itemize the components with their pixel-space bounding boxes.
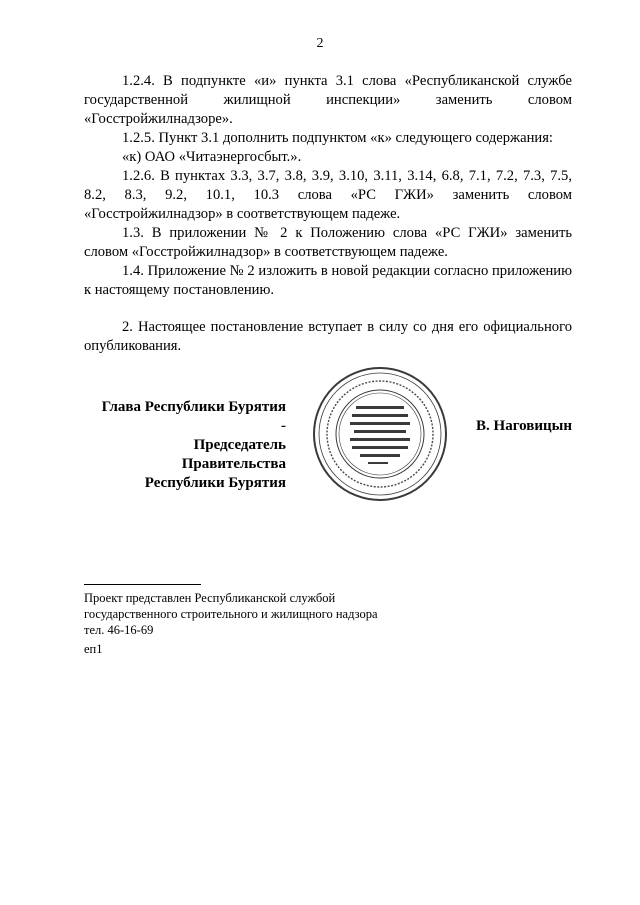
signatory-title	[98, 398, 286, 493]
paragraph-2: 2. Настоящее постановление вступает в силу со дня его официального опубликования.	[84, 319, 572, 354]
signatory-title-line-2: Председатель Правительства	[181, 437, 286, 472]
paragraph-1-2-4: 1.2.4. В подпункте «и» пункта 3.1 слова «Республиканской службе государственной жилищной инспекции» заменить словом «Госстройжилнадзоре».	[84, 73, 572, 127]
paragraph-1-3: 1.3. В приложении № 2 к Положению слова «РС ГЖИ» заменить словом «Госстройжилнадзор» в соответствующем падеже.	[84, 225, 572, 260]
document-code: еп1	[84, 642, 103, 656]
footnote-line-2: государственного строительного и жилищного надзора	[84, 607, 378, 621]
paragraph-subpoint-k: «к) ОАО «Читаэнергосбыт.».	[122, 149, 302, 165]
footnote	[84, 590, 484, 638]
footnote-phone: тел. 46-16-69	[84, 623, 154, 637]
paragraph-1-2-5: 1.2.5. Пункт 3.1 дополнить подпунктом «к» следующего содержания:	[122, 130, 553, 146]
signatory-name: В. Наговицын	[476, 418, 572, 434]
paragraph-1-2-6: 1.2.6. В пунктах 3.3, 3.7, 3.8, 3.9, 3.10, 3.11, 3.14, 6.8, 7.1, 7.2, 7.3, 7.5, 8.2, 8.3, 9.2, 10.1, 10.3 слова «РС ГЖИ» заменить словом «Госстройжилнадзор» в соответствующем падеже.	[84, 168, 572, 222]
footnote-divider	[84, 584, 201, 585]
page-number: 2	[316, 36, 324, 51]
document-body	[84, 72, 572, 356]
footnote-line-1: Проект представлен Республиканской службой	[84, 591, 336, 605]
signatory-title-line-3: Республики Бурятия	[144, 475, 286, 491]
signatory-title-line-1: Глава Республики Бурятия -	[101, 399, 286, 434]
official-seal-icon	[310, 364, 450, 504]
paragraph-1-4: 1.4. Приложение № 2 изложить в новой редакции согласно приложению к настоящему постановлению.	[84, 263, 572, 298]
